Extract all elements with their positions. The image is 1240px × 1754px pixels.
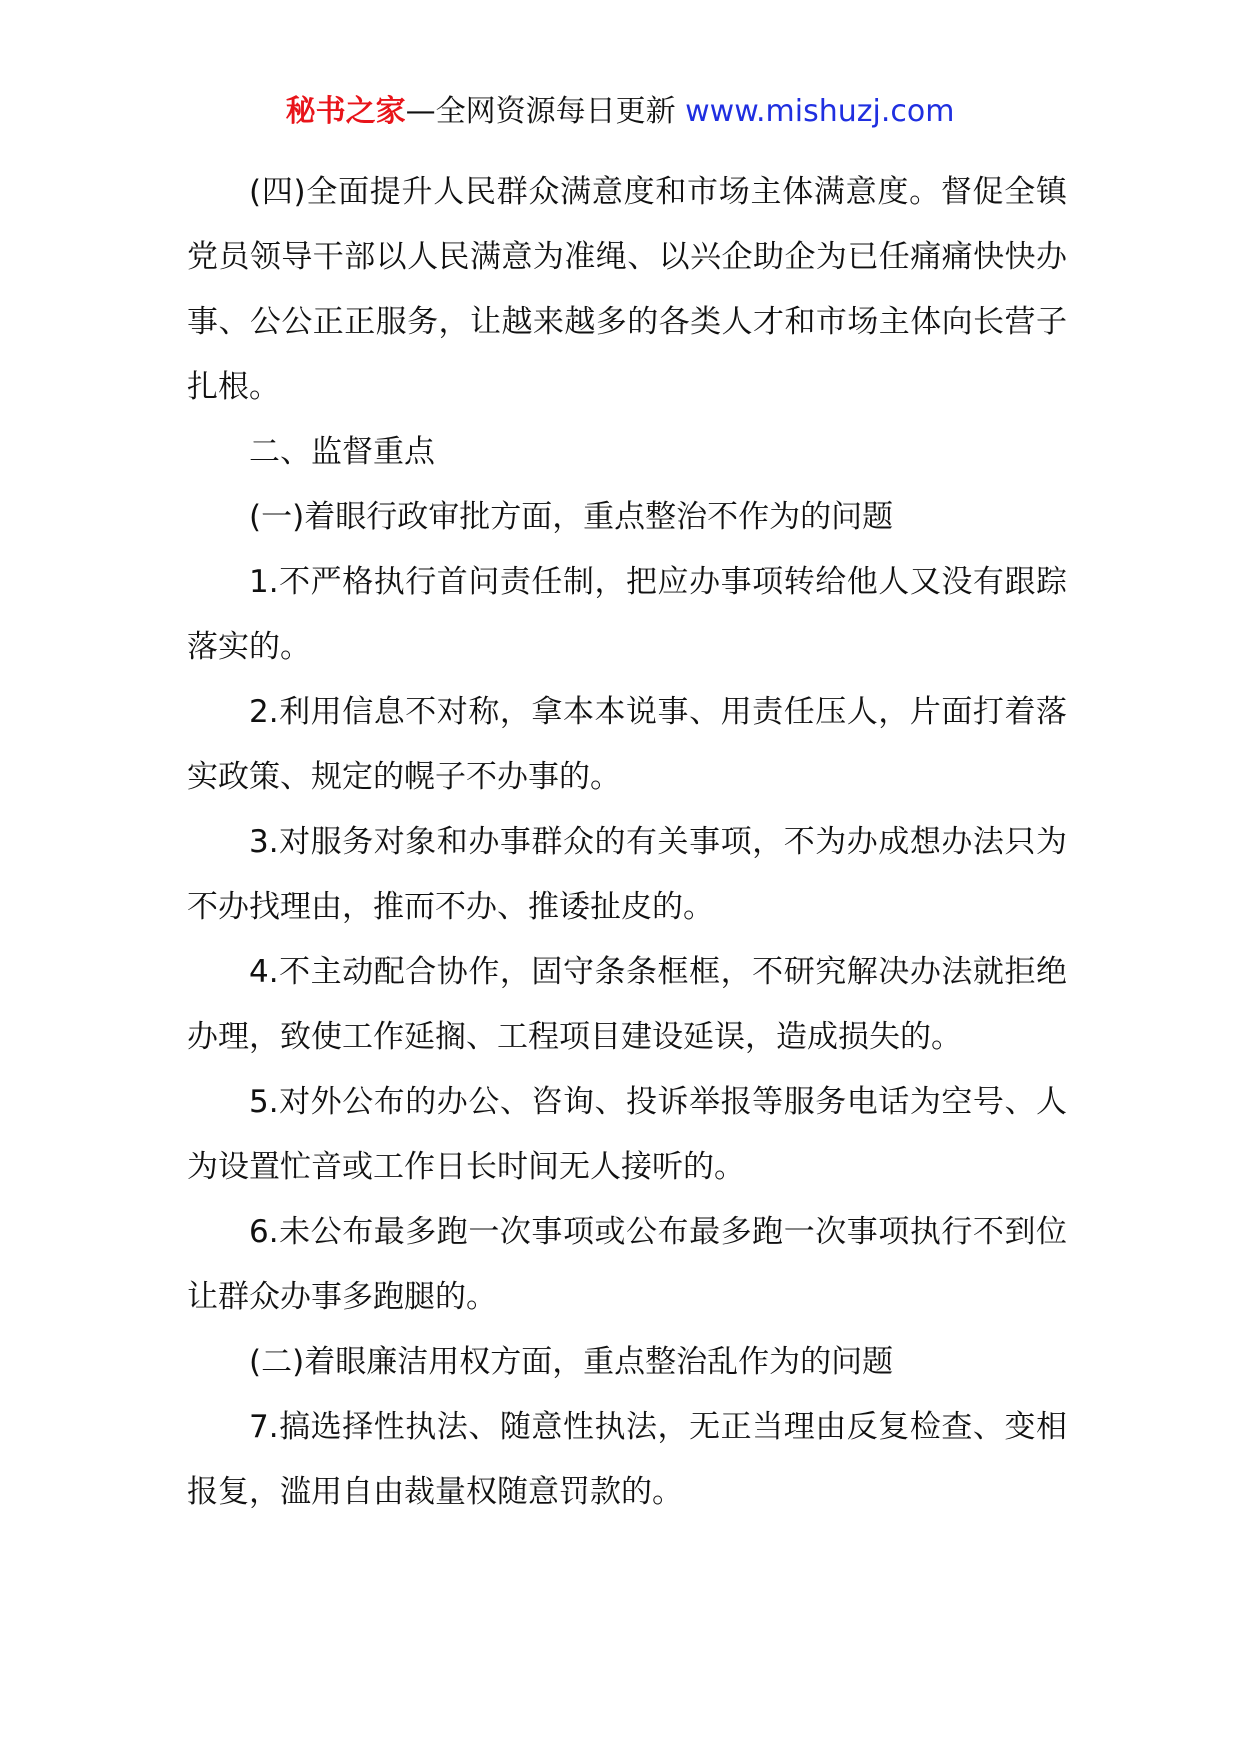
section-heading: 二、监督重点 xyxy=(249,434,435,470)
list-item: 5.对外公布的办公、咨询、投诉举报等服务电话为空号、人为设置忙音或工作日长时间无人接听的。 xyxy=(187,1084,1067,1185)
document-body xyxy=(187,160,1067,1525)
list-item: 1.不严格执行首问责任制，把应办事项转给他人又没有跟踪落实的。 xyxy=(187,564,1067,665)
header-tagline: —全网资源每日更新 xyxy=(405,94,686,129)
list-item: 6.未公布最多跑一次事项或公布最多跑一次事项执行不到位让群众办事多跑腿的。 xyxy=(187,1214,1067,1315)
subsection-heading: (一)着眼行政审批方面，重点整治不作为的问题 xyxy=(249,499,894,535)
list-item: 7.搞选择性执法、随意性执法，无正当理由反复检查、变相报复，滥用自由裁量权随意罚款的。 xyxy=(187,1409,1067,1510)
page-header xyxy=(0,90,1240,134)
brand-name: 秘书之家 xyxy=(285,94,406,129)
list-item: 4.不主动配合协作，固守条条框框，不研究解决办法就拒绝办理，致使工作延搁、工程项目建设延误，造成损失的。 xyxy=(187,954,1067,1055)
site-url-link[interactable]: www.mishuzj.com xyxy=(685,94,955,129)
paragraph: (四)全面提升人民群众满意度和市场主体满意度。督促全镇党员领导干部以人民满意为准绳、以兴企助企为已任痛痛快快办事、公公正正服务，让越来越多的各类人才和市场主体向长营子扎根。 xyxy=(187,174,1067,405)
list-item: 2.利用信息不对称，拿本本说事、用责任压人，片面打着落实政策、规定的幌子不办事的。 xyxy=(187,694,1067,795)
subsection-heading: (二)着眼廉洁用权方面，重点整治乱作为的问题 xyxy=(249,1344,894,1380)
list-item: 3.对服务对象和办事群众的有关事项，不为办成想办法只为不办找理由，推而不办、推诿扯皮的。 xyxy=(187,824,1067,925)
